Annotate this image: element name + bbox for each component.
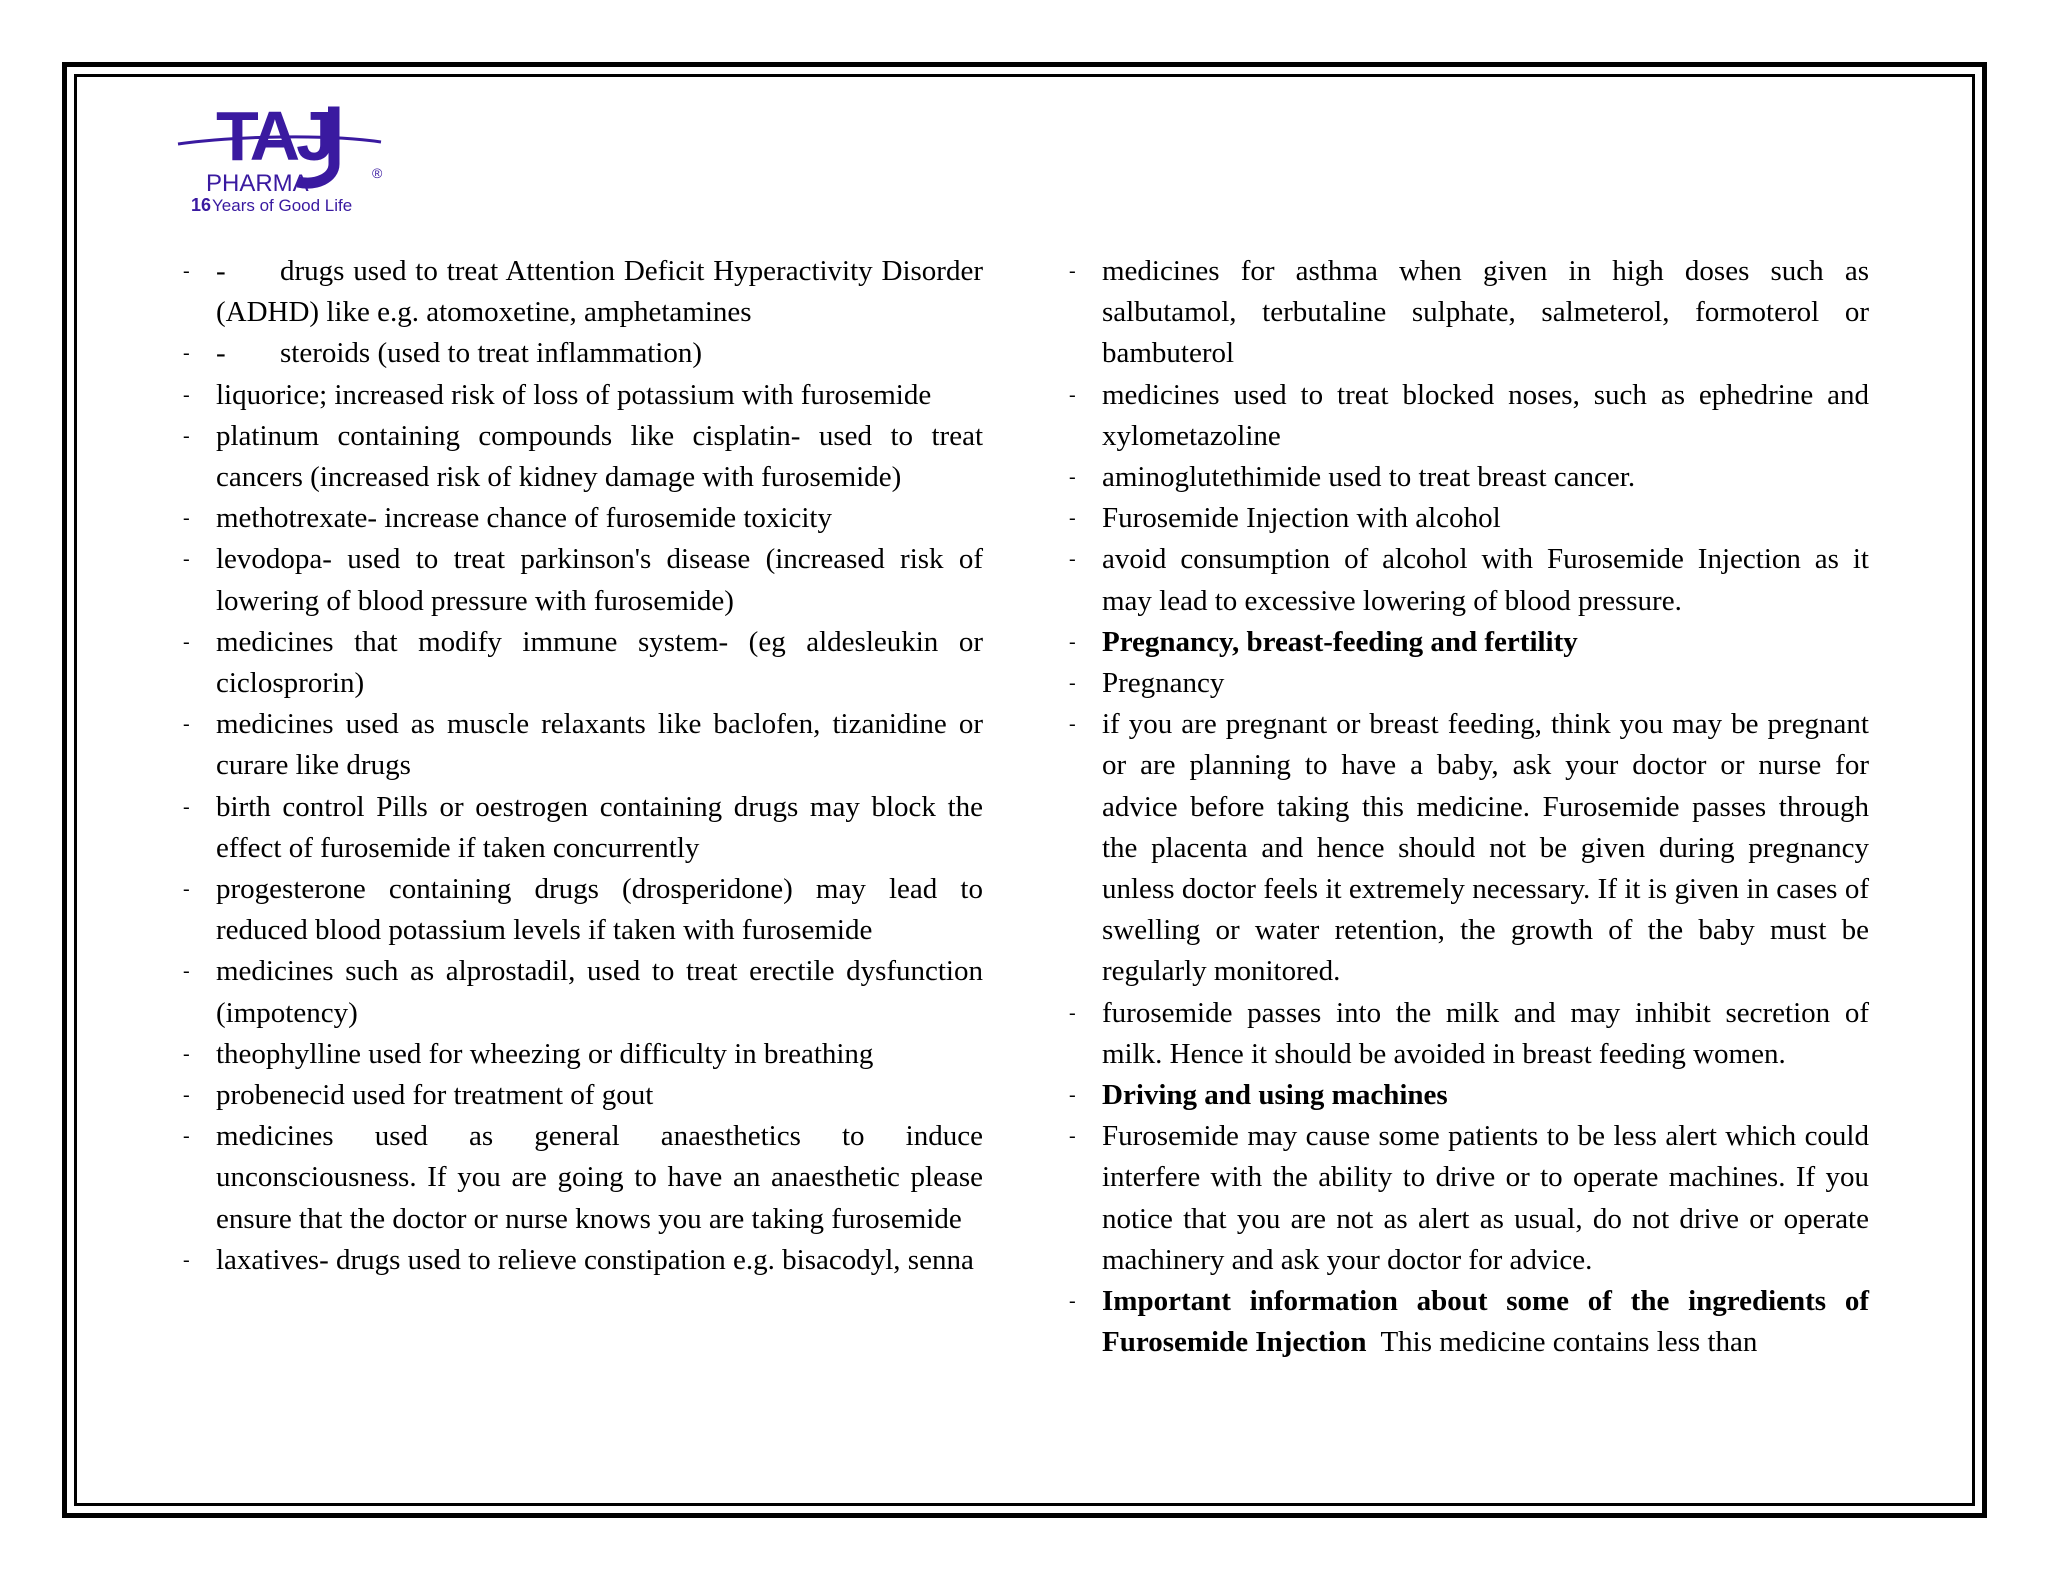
list-item [183, 251, 983, 333]
list-dash: - [183, 383, 190, 406]
section-heading-driving [1069, 1075, 1869, 1116]
list-item-text: platinum containing compounds like cisplatin- used to treat cancers (increased risk of kidney damage with furosemide) [216, 419, 983, 494]
list-item [183, 704, 983, 786]
list-item [1069, 1116, 1869, 1281]
list-item-text: medicines that modify immune system- (eg aldesleukin or ciclosprorin) [216, 625, 983, 700]
list-dash: - [1069, 630, 1076, 653]
list-item-text: probenecid used for treatment of gout [216, 1079, 654, 1112]
list-item-text: This medicine contains less than [1366, 1326, 1758, 1359]
list-item [1069, 704, 1869, 992]
list-item [1069, 498, 1869, 539]
list-dash: - [183, 878, 190, 901]
list-dash: - [183, 548, 190, 571]
list-dash: - [183, 630, 190, 653]
list-dash: - [1069, 1290, 1076, 1313]
list-dash: - [1069, 383, 1076, 406]
list-item-text: levodopa- used to treat parkinson's disease (increased risk of lowering of blood pressure with furosemide) [216, 543, 983, 617]
list-item-text: medicines used as muscle relaxants like baclofen, tizanidine or curare like drugs [216, 708, 983, 782]
list-item-text: furosemide passes into the milk and may inhibit secretion of milk. Hence it should be avoided in breast feeding women. [1102, 996, 1869, 1070]
list-item-text: liquorice; increased risk of loss of potassium with furosemide [216, 378, 932, 411]
list-item [183, 333, 983, 374]
list-item [183, 1240, 983, 1281]
list-item-text: Pregnancy [1102, 667, 1225, 700]
section-heading-ingredients [1069, 1281, 1869, 1363]
list-item [183, 869, 983, 951]
list-dash: - [1069, 1001, 1076, 1024]
list-item-text: methotrexate- increase chance of furosemide toxicity [216, 502, 832, 535]
list-dash: - [183, 507, 190, 530]
list-item [1069, 251, 1869, 375]
list-dash: - [1069, 1125, 1076, 1148]
list-item-text: medicines for asthma when given in high doses such as salbutamol, terbutaline sulphate, salmeterol, formoterol or bambuterol [1102, 255, 1869, 370]
right-column [1069, 251, 1869, 1363]
list-dash: - [183, 960, 190, 983]
list-dash: - [1069, 1084, 1076, 1107]
list-dash: - [1069, 548, 1076, 571]
list-item [183, 539, 983, 621]
list-item-text: Furosemide may cause some patients to be less alert which could interfere with the ability to drive or to operate machines. If you notice that you are not as alert as usual, do not drive or operate machinery and ask your doctor for advice. [1102, 1120, 1869, 1276]
list-dash: - [1069, 713, 1076, 736]
list-item-text: if you are pregnant or breast feeding, think you may be pregnant or are planning to have a baby, ask your doctor or nurse for advice before taking this medicine. Furosemide passes through the placenta and hence should not be given during pregnancy unless doctor feels it extremely necessary. If it is given in cases of swelling or water retention, the growth of the baby must be regularly monitored. [1102, 708, 1869, 988]
list-item [1069, 663, 1869, 704]
list-item [183, 622, 983, 704]
list-item [1069, 993, 1869, 1075]
list-dash: - [183, 1084, 190, 1107]
list-item-text: medicines such as alprostadil, used to treat erectile dysfunction (impotency) [216, 955, 983, 1029]
section-heading-text: Important information about some of the ingredients of Furosemide Injection [1102, 1285, 1869, 1359]
list-item [1069, 375, 1869, 457]
list-dash: - [1069, 507, 1076, 530]
logo-registered-mark: ® [372, 165, 383, 181]
logo-tagline: Years of Good Life [212, 196, 353, 215]
section-heading-text: Pregnancy, breast-feeding and fertility [1102, 625, 1578, 658]
list-item [183, 951, 983, 1033]
list-item-text: steroids (used to treat inflammation) [280, 337, 703, 370]
list-item-text: birth control Pills or oestrogen containing drugs may block the effect of furosemide if taken concurrently [216, 790, 983, 864]
logo-tagline-number: 16 [191, 195, 212, 215]
list-item [183, 1075, 983, 1116]
taj-logo-graphic [176, 98, 396, 216]
list-dash: - [183, 713, 190, 736]
list-item-text: drugs used to treat Attention Deficit Hyperactivity Disorder (ADHD) like e.g. atomoxetine, amphetamines [216, 255, 983, 329]
logo-subtitle: PHARMA [206, 170, 309, 197]
list-item-text: Furosemide Injection with alcohol [1102, 502, 1501, 535]
list-dash: - [183, 1042, 190, 1065]
list-item [183, 1034, 983, 1075]
list-dash: - [183, 260, 190, 282]
list-item [183, 787, 983, 869]
list-item-text: aminoglutethimide used to treat breast cancer. [1102, 461, 1636, 494]
list-item-text: avoid consumption of alcohol with Furosemide Injection as it may lead to excessive lowering of blood pressure. [1102, 543, 1869, 617]
list-item [183, 375, 983, 416]
list-subdash: - [216, 255, 226, 287]
list-item [1069, 457, 1869, 498]
list-item [183, 1116, 983, 1240]
list-item [183, 416, 983, 498]
list-dash: - [1069, 466, 1076, 489]
list-item-text: laxatives- drugs used to relieve constipation e.g. bisacodyl, senna [216, 1243, 974, 1276]
list-item [183, 498, 983, 539]
list-dash: - [183, 1125, 190, 1148]
list-item-text: medicines used as general anaesthetics to induce unconsciousness. If you are going to have an anaesthetic please ensure that the doctor or nurse knows you are taking furosemide [216, 1120, 983, 1235]
list-item [1069, 539, 1869, 621]
section-heading-text: Driving and using machines [1102, 1079, 1448, 1112]
list-item-text: medicines used to treat blocked noses, such as ephedrine and xylometazoline [1102, 378, 1869, 452]
left-column [183, 251, 983, 1281]
logo-title: TAJ [216, 98, 332, 175]
list-item-text: theophylline used for wheezing or difficulty in breathing [216, 1037, 874, 1070]
list-dash: - [183, 342, 190, 365]
list-dash: - [183, 1248, 190, 1271]
taj-pharma-logo [176, 98, 396, 216]
section-heading-pregnancy [1069, 622, 1869, 663]
list-item-text: progesterone containing drugs (drosperidone) may lead to reduced blood potassium levels if taken with furosemide [216, 873, 983, 947]
list-dash: - [1069, 672, 1076, 695]
list-dash: - [183, 795, 190, 818]
list-dash: - [183, 424, 190, 447]
list-subdash: - [216, 337, 226, 370]
list-dash: - [1069, 260, 1076, 282]
